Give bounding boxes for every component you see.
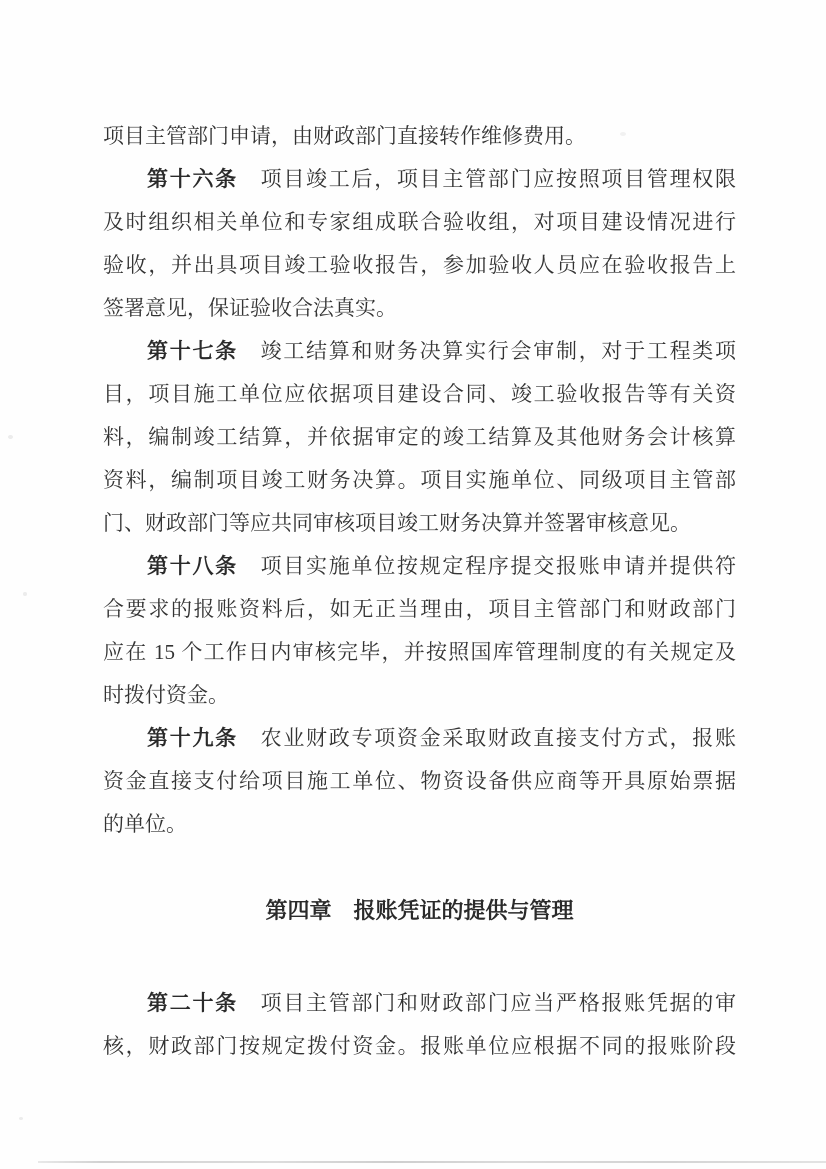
scan-speck (23, 592, 27, 596)
scan-speck (19, 1117, 23, 1120)
text-line: 目，项目施工单位应依据项目建设合同、竣工验收报告等有关资 (103, 382, 736, 406)
scan-speck (8, 435, 13, 439)
text-line: 第十九条 农业财政专项资金采取财政直接支付方式，报账 (147, 726, 737, 750)
text-line: 门、财政部门等应共同审核项目竣工财务决算并签署审核意见。 (103, 511, 691, 535)
scan-artifact-line (38, 1161, 826, 1163)
chapter-heading (103, 889, 736, 932)
scan-speck (620, 132, 626, 136)
text-line: 资金直接支付给项目施工单位、物资设备供应商等开具原始票据 (103, 769, 736, 793)
text-line: 第二十条 项目主管部门和财政部门应当严格报账凭据的审 (147, 991, 737, 1015)
text-line: 第十八条 项目实施单位按规定程序提交报账申请并提供符 (147, 554, 737, 578)
text-line: 的单位。 (103, 812, 187, 836)
chapter-heading-text: 第四章 报账凭证的提供与管理 (265, 898, 574, 923)
text-line: 第十六条 项目竣工后，项目主管部门应按照项目管理权限 (147, 167, 737, 191)
text-line: 合要求的报账资料后，如无正当理由，项目主管部门和财政部门 (103, 597, 736, 621)
text-line: 时拨付资金。 (103, 683, 229, 707)
text-line: 料，编制竣工结算，并依据审定的竣工结算及其他财务会计核算 (103, 425, 736, 449)
article-number: 第二十条 (147, 992, 238, 1015)
article-number: 第十八条 (147, 555, 238, 578)
text-line: 签署意见，保证验收合法真实。 (103, 296, 397, 320)
text-line: 第十七条 竣工结算和财务决算实行会审制，对于工程类项 (147, 339, 737, 363)
text-line: 及时组织相关单位和专家组成联合验收组，对项目建设情况进行 (103, 210, 736, 234)
article-number: 第十七条 (147, 340, 238, 363)
text-line: 资料，编制项目竣工财务决算。项目实施单位、同级项目主管部 (103, 468, 736, 492)
text-line: 应在 15 个工作日内审核完毕，并按照国库管理制度的有关规定及 (103, 640, 736, 664)
text-line: 验收，并出具项目竣工验收报告，参加验收人员应在验收报告上 (103, 253, 736, 277)
text-line: 核，财政部门按规定拨付资金。报账单位应根据不同的报账阶段 (103, 1034, 736, 1058)
text-line: 项目主管部门申请，由财政部门直接转作维修费用。 (103, 124, 586, 148)
article-number: 第十六条 (147, 168, 238, 191)
article-number: 第十九条 (147, 727, 238, 750)
text-column (103, 115, 736, 1068)
